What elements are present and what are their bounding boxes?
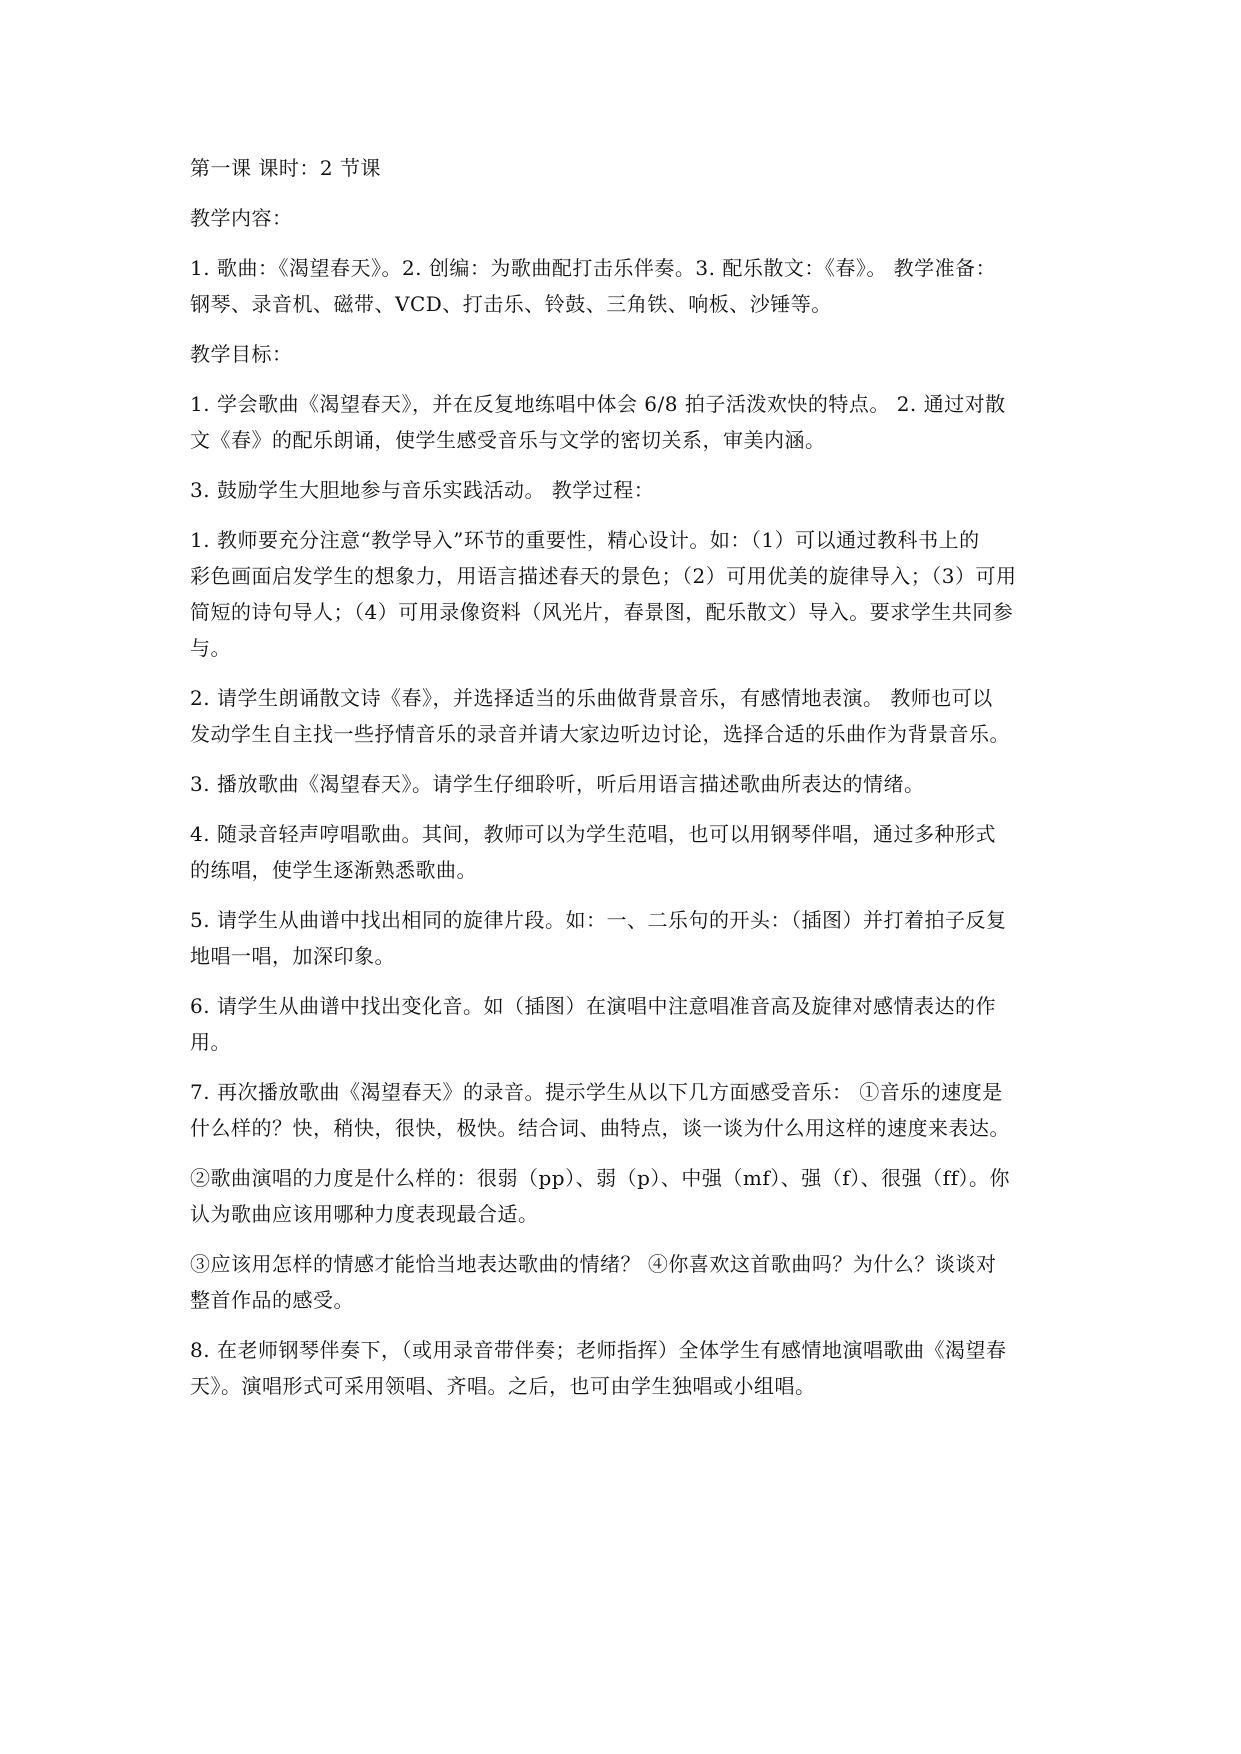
paragraph [190, 1160, 1050, 1232]
paragraph [190, 902, 1050, 974]
paragraph [190, 336, 1050, 372]
paragraph [190, 250, 1050, 322]
text-line: 3. 播放歌曲《渴望春天》。请学生仔细聆听，听后用语言描述歌曲所表达的情绪。 [190, 772, 925, 796]
text-line: 6. 请学生从曲谱中找出变化音。如（插图）在演唱中注意唱准音高及旋律对感情表达的作 [190, 994, 996, 1018]
text-line: 与。 [190, 636, 231, 660]
text-line: 钢琴、录音机、磁带、VCD、打击乐、铃鼓、三角铁、响板、沙锤等。 [190, 292, 832, 316]
text-line: 地唱一唱，加深印象。 [190, 944, 395, 968]
text-line: 1. 教师要充分注意“教学导入”环节的重要性，精心设计。如：（1）可以通过教科书上的 [190, 528, 980, 552]
paragraph [190, 680, 1050, 752]
text-line: 简短的诗句导人；（4）可用录像资料（风光片，春景图，配乐散文）导入。要求学生共同参 [190, 600, 1014, 624]
paragraph [190, 472, 1050, 508]
text-line: ③应该用怎样的情感才能恰当地表达歌曲的情绪？ ④你喜欢这首歌曲吗？为什么？谈谈对 [190, 1252, 997, 1276]
paragraph [190, 200, 1050, 236]
text-line: 1. 学会歌曲《渴望春天》，并在反复地练唱中体会 6/8 拍子活泼欢快的特点。 2. 通过对散 [190, 392, 1006, 416]
text-line: 4. 随录音轻声哼唱歌曲。其间，教师可以为学生范唱，也可以用钢琴伴唱，通过多种形式 [190, 822, 996, 846]
text-line: 彩色画面启发学生的想象力，用语言描述春天的景色；（2）可用优美的旋律导入；（3）可用 [190, 564, 1017, 588]
text-line: 认为歌曲应该用哪种力度表现最合适。 [190, 1202, 539, 1226]
text-line: 2. 请学生朗诵散文诗《春》，并选择适当的乐曲做背景音乐，有感情地表演。 教师也可以 [190, 686, 993, 710]
text-line: 教学内容： [190, 206, 293, 230]
text-line: 用。 [190, 1030, 231, 1054]
text-line: 5. 请学生从曲谱中找出相同的旋律片段。如：一、二乐句的开头：（插图）并打着拍子反复 [190, 908, 1007, 932]
text-line: 教学目标： [190, 342, 293, 366]
paragraph [190, 150, 1050, 186]
text-line: 1. 歌曲：《渴望春天》。2. 创编：为歌曲配打击乐伴奏。3. 配乐散文：《春》。 教学准备： [190, 256, 997, 280]
text-line: ②歌曲演唱的力度是什么样的：很弱（pp）、弱（p）、中强（mf）、强（f）、很强（ff）。你 [190, 1166, 1010, 1190]
paragraph [190, 816, 1050, 888]
text-line: 第一课 课时：2 节课 [190, 156, 381, 180]
text-line: 的练唱，使学生逐渐熟悉歌曲。 [190, 858, 477, 882]
paragraph [190, 1332, 1050, 1404]
text-line: 发动学生自主找一些抒情音乐的录音并请大家边听边讨论，选择合适的乐曲作为背景音乐。 [190, 722, 1010, 746]
paragraph [190, 1246, 1050, 1318]
text-line: 7. 再次播放歌曲《渴望春天》的录音。提示学生从以下几方面感受音乐： ①音乐的速度是 [190, 1080, 1003, 1104]
text-line: 8. 在老师钢琴伴奏下，（或用录音带伴奏；老师指挥）全体学生有感情地演唱歌曲《渴望春 [190, 1338, 1007, 1362]
paragraph [190, 1074, 1050, 1146]
text-line: 天》。演唱形式可采用领唱、齐唱。之后，也可由学生独唱或小组唱。 [190, 1374, 816, 1398]
paragraph [190, 522, 1050, 666]
document-page [190, 150, 1050, 1418]
text-line: 3. 鼓励学生大胆地参与音乐实践活动。 教学过程： [190, 478, 655, 502]
paragraph [190, 988, 1050, 1060]
text-line: 文《春》的配乐朗诵，使学生感受音乐与文学的密切关系，审美内涵。 [190, 428, 826, 452]
text-line: 什么样的？快，稍快，很快，极快。结合词、曲特点，谈一谈为什么用这样的速度来表达。 [190, 1116, 1010, 1140]
text-line: 整首作品的感受。 [190, 1288, 354, 1312]
paragraph [190, 766, 1050, 802]
paragraph [190, 386, 1050, 458]
